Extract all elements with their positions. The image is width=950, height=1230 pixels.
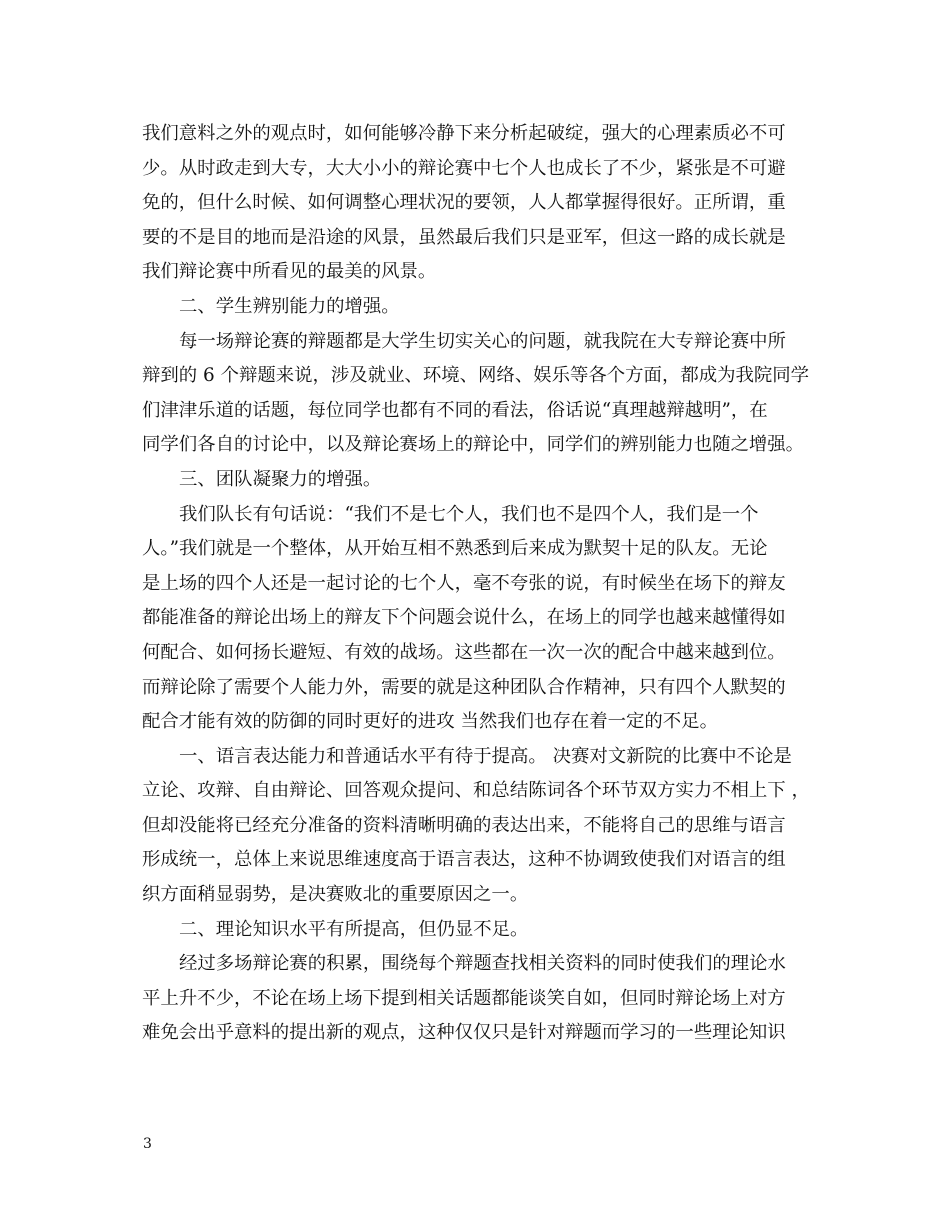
paragraph: [142, 117, 822, 290]
paragraph: [142, 498, 822, 740]
text-line: 少。从时政走到大专，大大小小的辩论赛中七个人也成长了不少，紧张是不可避: [142, 157, 786, 179]
text-line: 都能准备的辩论出场上的辩友下个问题会说什么，在场上的同学也越来越懂得如: [142, 607, 786, 629]
text-line: 平上升不少，不论在场上场下提到相关话题都能谈笑自如，但同时辩论场上对方: [142, 987, 786, 1009]
section-heading: [142, 290, 822, 325]
text-line: 们津津乐道的话题，每位同学也都有不同的看法，俗话说“真理越辩越明”，在: [142, 399, 768, 421]
text-line: 一、语言表达能力和普通话水平有待于提高。 决赛对文新院的比赛中不论是: [179, 745, 792, 767]
paragraph: [142, 325, 822, 463]
text-line: 我们意料之外的观点时，如何能够冷静下来分析起破绽，强大的心理素质必不可: [142, 123, 786, 144]
paragraph: [142, 947, 822, 1051]
text-line: 形成统一，总体上来说思维速度高于语言表达，这种不协调致使我们对语言的组: [142, 849, 786, 871]
page-number: 3: [143, 1136, 152, 1152]
paragraph: [142, 740, 822, 913]
text-line: 我们辩论赛中所看见的最美的风景。: [142, 261, 437, 283]
text-line: 辩到的 6 个辩题来说，涉及就业、环境、网络、娱乐等各个方面，都成为我院同学: [142, 365, 810, 387]
body-text: [142, 117, 822, 1051]
text-line: 我们队长有句话说：“我们不是七个人，我们也不是四个人，我们是一个: [179, 503, 759, 525]
text-line: 二、理论知识水平有所提高，但仍显不足。: [179, 918, 529, 940]
text-line: 经过多场辩论赛的积累，围绕每个辩题查找相关资料的同时使我们的理论水: [179, 953, 786, 975]
text-line: 三、团队凝聚力的增强。: [179, 468, 382, 490]
text-line: 每一场辩论赛的辩题都是大学生切实关心的问题，就我院在大专辩论赛中所: [179, 330, 786, 352]
text-line: 立论、攻辩、自由辩论、回答观众提问、和总结陈词各个环节双方实力不相上下 ，: [142, 780, 810, 802]
text-line: 同学们各自的讨论中，以及辩论赛场上的辩论中，同学们的辨别能力也随之增强。: [142, 434, 805, 456]
text-line: 要的不是目的地而是沿途的风景，虽然最后我们只是亚军，但这一路的成长就是: [142, 226, 786, 248]
text-line: 难免会出乎意料的提出新的观点，这种仅仅只是针对辩题而学习的一些理论知识: [142, 1022, 786, 1044]
text-line: 织方面稍显弱势，是决赛败北的重要原因之一。: [142, 884, 529, 906]
section-heading: [142, 463, 822, 498]
text-line: 而辩论除了需要个人能力外，需要的就是这种团队合作精神，只有四个人默契的: [142, 676, 786, 698]
text-line: 免的，但什么时候、如何调整心理状况的要领，人人都掌握得很好。正所谓，重: [142, 192, 786, 214]
section-heading: [142, 913, 822, 948]
text-line: 二、学生辨别能力的增强。: [179, 295, 400, 317]
text-line: 配合才能有效的防御的同时更好的进攻 当然我们也存在着一定的不足。: [142, 711, 718, 733]
text-line: 但却没能将已经充分准备的资料清晰明确的表达出来，不能将自己的思维与语言: [142, 814, 786, 836]
text-line: 是上场的四个人还是一起讨论的七个人，毫不夸张的说，有时候坐在场下的辩友: [142, 572, 786, 594]
text-line: 人。”我们就是一个整体，从开始互相不熟悉到后来成为默契十足的队友。无论: [142, 538, 768, 560]
text-line: 何配合、如何扬长避短、有效的战场。这些都在一次一次的配合中越来越到位。: [142, 641, 786, 663]
